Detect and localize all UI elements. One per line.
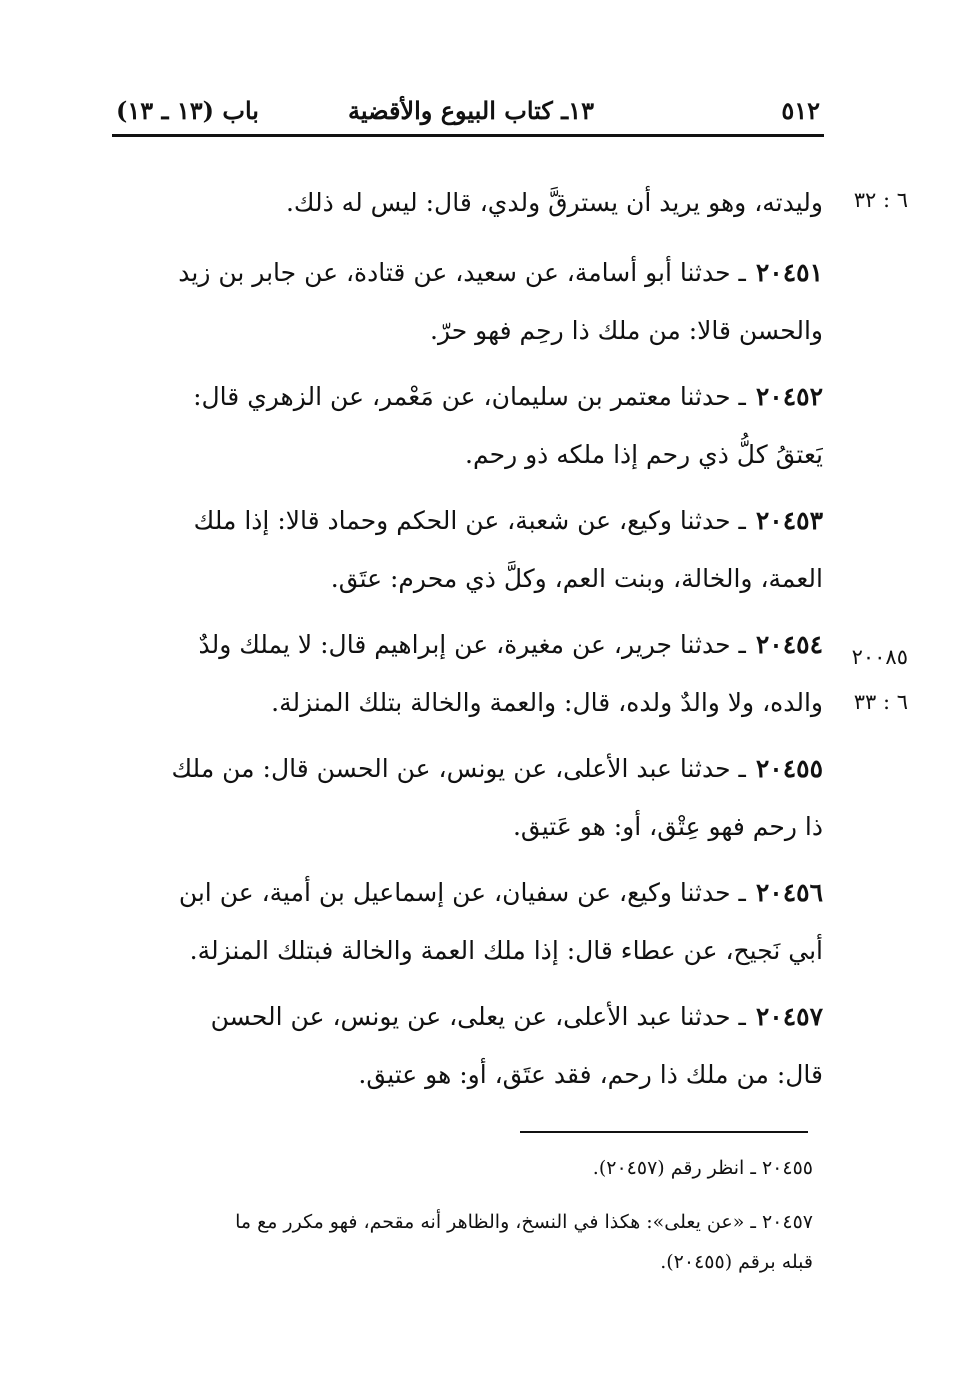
hadith-number: ٢٠٤٥٦	[755, 878, 823, 907]
hadith-number: ٢٠٤٥٧	[755, 1002, 823, 1031]
text-line: ٢٠٤٥٤ـ حدثنا جرير، عن مغيرة، عن إبراهيم قال: لا يملك ولدٌ	[198, 630, 823, 659]
footnote-line: ٢٠٤٥٥ ـ انظر رقم (٢٠٤٥٧).	[592, 1157, 813, 1179]
hadith-number: ٢٠٤٥٤	[755, 630, 823, 659]
footnote-divider	[520, 1131, 808, 1133]
page-number: ٥١٢	[781, 96, 820, 125]
hadith-number: ٢٠٤٥٣	[755, 506, 823, 535]
hadith-paragraph	[111, 616, 823, 732]
text-line: قال: من ملك ذا رحم، فقد عتَق، أو: هو عتيق.	[358, 1060, 823, 1089]
text-line: العمة، والخالة، وبنت العم، وكلَّ ذي محرم: عتَق.	[330, 564, 823, 593]
text-paragraph	[111, 174, 823, 232]
text-line: ٢٠٤٥٢ـ حدثنا معتمر بن سليمان، عن مَعْمر، عن الزهري قال:	[193, 382, 823, 411]
text-line: ٢٠٤٥٥ـ حدثنا عبد الأعلى، عن يونس، عن الحسن قال: من ملك	[171, 754, 823, 783]
text-line: ٢٠٤٥٦ـ حدثنا وكيع، عن سفيان، عن إسماعيل بن أمية، عن ابن	[178, 878, 823, 907]
hadith-paragraph	[111, 368, 823, 484]
hadith-paragraph	[111, 244, 823, 360]
hadith-paragraph	[111, 740, 823, 856]
text-line: ٢٠٤٥١ـ حدثنا أبو أسامة، عن سعيد، عن قتادة، عن جابر بن زيد	[178, 258, 823, 287]
text-line: والحسن قالا: من ملك ذا رحِم فهو حرّ.	[430, 316, 823, 345]
text-line: ٢٠٤٥٣ـ حدثنا وكيع، عن شعبة، عن الحكم وحماد قالا: إذا ملك	[193, 506, 823, 535]
text-line: يَعتقُ كلُّ ذي رحم إذا ملكه ذو رحم.	[465, 440, 823, 469]
page-header	[112, 92, 824, 137]
text-line: ٢٠٤٥٧ـ حدثنا عبد الأعلى، عن يعلى، عن يونس، عن الحسن	[210, 1002, 823, 1031]
chapter-label: باب (١٣ ـ ١٣)	[116, 96, 259, 125]
hadith-paragraph	[111, 988, 823, 1104]
text-line: وليدته، وهو يريد أن يسترقَّ ولدي، قال: ليس له ذلك.	[285, 188, 823, 217]
text-line: أبي نَجيح، عن عطاء قال: إذا ملك العمة والخالة فبتلك المنزلة.	[189, 936, 823, 965]
hadith-number: ٢٠٤٥٢	[755, 382, 823, 411]
hadith-paragraph	[111, 492, 823, 608]
footnote	[113, 1148, 813, 1188]
text-line: والده، ولا والدٌ ولده، قال: والعمة والخالة بتلك المنزلة.	[271, 688, 823, 717]
footnote-line: ٢٠٤٥٧ ـ «عن يعلى»: هكذا في النسخ، والظاهر أنه مقحم، فهو مكرر مع ما	[235, 1211, 813, 1233]
footnote	[113, 1202, 813, 1282]
footnote-line: قبله برقم (٢٠٤٥٥).	[660, 1251, 813, 1273]
text-line: ذا رحم فهو عِتْق، أو: هو عَتيق.	[512, 812, 823, 841]
hadith-number: ٢٠٤٥١	[755, 258, 823, 287]
hadith-paragraph	[111, 864, 823, 980]
hadith-number: ٢٠٤٥٥	[755, 754, 823, 783]
margin-ref: ٦ : ٣٣	[853, 690, 908, 714]
margin-ref: ٢٠٠٨٥	[851, 645, 908, 669]
book-title: ١٣ـ كتاب البيوع والأقضية	[348, 96, 594, 125]
margin-ref: ٦ : ٣٢	[853, 188, 908, 212]
